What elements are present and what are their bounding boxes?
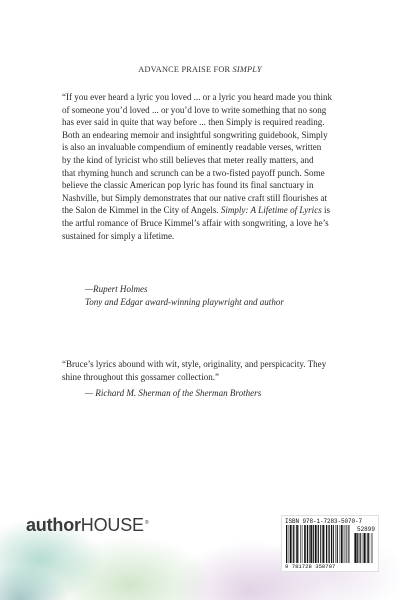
barcode-bar xyxy=(323,525,324,563)
quote-text: “If you ever heard a lyric you loved ... or a lyric you heard made you think xyxy=(62,92,333,102)
barcode-number: 9 781728 350707 xyxy=(285,563,336,570)
barcode-addon-bars xyxy=(354,533,374,563)
praise-quote-holmes xyxy=(62,91,358,242)
quote-line xyxy=(62,217,358,230)
barcode-bar xyxy=(318,525,319,563)
logo-house-text: HOUSE xyxy=(80,515,144,535)
barcode-bar xyxy=(286,525,287,563)
barcode-bar xyxy=(331,525,332,563)
barcode-bar xyxy=(357,533,358,563)
barcode-bar xyxy=(304,525,305,563)
heading-book-title: SIMPLY xyxy=(232,65,262,74)
barcode-bar xyxy=(310,525,311,563)
barcode-bar xyxy=(341,525,342,563)
barcode-bar xyxy=(355,533,356,563)
barcode-bar xyxy=(360,533,361,563)
barcode-bar xyxy=(317,525,318,563)
logo-author-text: author xyxy=(26,515,81,535)
book-title-italic: Simply: A Lifetime of Lyrics xyxy=(220,205,322,216)
quote-line xyxy=(62,116,358,129)
barcode-bar xyxy=(348,525,349,563)
registered-mark: ® xyxy=(144,520,149,526)
quote-line xyxy=(62,167,358,180)
barcode-bar xyxy=(305,525,306,563)
quote-attribution-sherman: — Richard M. Sherman of the Sherman Brothers xyxy=(85,388,262,398)
heading-prefix: ADVANCE PRAISE FOR xyxy=(138,65,231,74)
barcode-bar xyxy=(315,525,316,563)
quote-text: that rhyming hunch and scrunch can be a two-fisted payoff punch. Some xyxy=(62,167,325,178)
barcode-bar xyxy=(291,525,292,563)
isbn-barcode xyxy=(281,515,379,572)
barcode-bar xyxy=(364,533,365,563)
quote-line xyxy=(62,104,358,117)
barcode-bar xyxy=(307,525,308,563)
barcode-bar xyxy=(297,525,298,563)
barcode-bar xyxy=(328,525,329,563)
barcode-bar xyxy=(342,525,343,563)
quote-text: the artful romance of Bruce Kimmel’s affair with songwriting, a love he’s xyxy=(62,217,329,228)
quote-line xyxy=(62,141,358,154)
quote-text: sustained for simply a lifetime. xyxy=(62,230,175,241)
quote-line xyxy=(62,154,358,167)
barcode-bar xyxy=(290,525,291,563)
barcode-bar xyxy=(337,525,338,563)
price-code: 52899 xyxy=(356,526,375,533)
isbn-text: ISBN 978-1-7283-5070-7 xyxy=(285,518,363,525)
quote-text: Both an endearing memoir and insightful songwriting guidebook, Simply xyxy=(62,129,328,140)
barcode-bar xyxy=(368,533,369,563)
attribution-detail: Tony and Edgar award-winning playwright and author xyxy=(85,296,284,307)
barcode-bars xyxy=(286,525,352,563)
barcode-bar xyxy=(367,533,368,563)
quote-text: by the kind of lyricist who still believes that meter really matters, and xyxy=(62,154,314,165)
advance-praise-heading xyxy=(0,65,400,74)
quote-line: shine throughout this gossamer collection.” xyxy=(62,371,220,382)
quote-text: is xyxy=(321,205,331,216)
quote-line xyxy=(62,91,358,104)
quote-line xyxy=(62,129,358,142)
barcode-bar xyxy=(326,525,327,563)
quote-line: “Bruce’s lyrics abound with wit, style, originality, and perspicacity. They xyxy=(62,359,327,369)
barcode-bar xyxy=(346,525,347,563)
quote-line xyxy=(62,179,358,192)
quote-text: the Salon de Kimmel in the City of Angels. xyxy=(62,205,221,216)
barcode-bar xyxy=(313,525,314,563)
barcode-bar xyxy=(293,525,294,563)
attribution-name: —Rupert Holmes xyxy=(85,284,148,294)
quote-line xyxy=(62,192,358,205)
quote-text: is also an invaluable compendium of eminently readable verses, written xyxy=(62,142,322,153)
barcode-bar xyxy=(311,525,312,563)
publisher-logo xyxy=(26,515,148,536)
barcode-bar xyxy=(359,533,360,563)
quote-text: Nashville, but Simply demonstrates that our native craft still flourishes at xyxy=(62,192,328,203)
barcode-bar xyxy=(333,525,334,563)
quote-line xyxy=(62,230,358,243)
barcode-bar xyxy=(320,525,321,563)
barcode-bar xyxy=(296,525,297,563)
quote-text: has ever said in quite that way before ... then Simply is required reading. xyxy=(62,117,325,128)
quote-attribution-holmes xyxy=(85,283,365,308)
praise-quote-sherman xyxy=(62,358,362,383)
quote-text: believe the classic American pop lyric has found its final sanctuary in xyxy=(62,180,314,191)
quote-line xyxy=(62,204,358,217)
quote-text: of someone you’d loved ... or you’d love to write something that no song xyxy=(62,104,327,115)
